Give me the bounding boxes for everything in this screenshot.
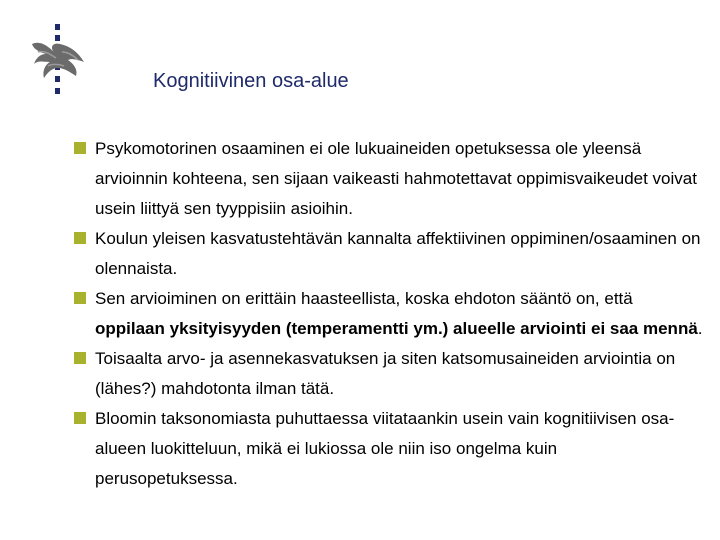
bullet-segment: Koulun yleisen kasvatustehtävän kannalta affektiivinen oppiminen/osaaminen on olennaista. — [95, 229, 701, 278]
bullet-text — [95, 224, 704, 284]
bullet-text — [95, 284, 704, 344]
bullet-item — [74, 134, 704, 224]
bullet-text — [95, 134, 704, 224]
bullet-segment: Toisaalta arvo- ja asennekasvatuksen ja siten katsomusaineiden arviointia on (lähes?) mahdotonta ilman tätä. — [95, 349, 676, 398]
bullet-square-icon — [74, 142, 86, 154]
bullet-text — [95, 404, 704, 494]
bullet-segment: Psykomotorinen osaaminen ei ole lukuaineiden opetuksessa ole yleensä arvioinnin kohteena, sen sijaan vaikeasti hahmotettavat oppimisvaikeudet voivat usein liittyä sen tyyppisiin asioihin. — [95, 139, 697, 218]
bullet-item — [74, 284, 704, 344]
bullet-segment: Bloomin taksonomiasta puhuttaessa viitataankin usein vain kognitiivisen osa-alueen luokitteluun, mikä ei lukiossa ole niin iso ongelma kuin perusopetuksessa. — [95, 409, 675, 488]
bullet-list — [74, 134, 704, 494]
university-seal-icon — [26, 22, 90, 96]
bullet-segment: Sen arvioiminen on erittäin haasteellista, koska ehdoton sääntö on, että — [95, 289, 633, 308]
bullet-square-icon — [74, 412, 86, 424]
slide-title: Kognitiivinen osa-alue — [153, 70, 349, 92]
bullet-text — [95, 344, 704, 404]
bullet-segment: . — [697, 319, 703, 338]
bullet-item — [74, 224, 704, 284]
bullet-item — [74, 344, 704, 404]
bullet-square-icon — [74, 292, 86, 304]
bullet-square-icon — [74, 232, 86, 244]
bullet-item — [74, 404, 704, 494]
bullet-square-icon — [74, 352, 86, 364]
bullet-emphasis: oppilaan yksityisyyden (temperamentti ym.) alueelle arviointi ei saa mennä — [95, 319, 698, 338]
